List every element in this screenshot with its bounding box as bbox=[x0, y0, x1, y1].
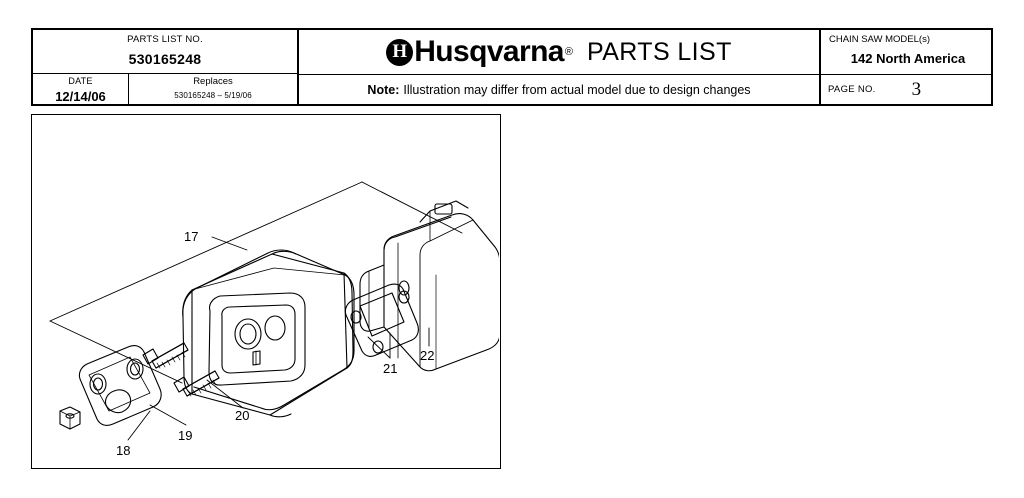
note-label: Note: bbox=[367, 82, 400, 97]
brand-name: Husqvarna bbox=[414, 35, 564, 68]
muffler-body bbox=[183, 250, 354, 417]
header-table bbox=[31, 28, 993, 106]
page-number-value: 3 bbox=[911, 78, 922, 100]
date-replaces-row bbox=[33, 74, 297, 104]
model-value: 142 North America bbox=[850, 51, 966, 66]
page-number-label: PAGE NO. bbox=[828, 84, 876, 95]
header-center-block bbox=[299, 30, 819, 104]
header-left-block bbox=[33, 30, 299, 104]
muffler-gasket bbox=[345, 284, 418, 356]
title-row bbox=[299, 30, 819, 75]
hex-nut bbox=[60, 407, 80, 429]
heat-shield bbox=[360, 201, 499, 371]
note-row bbox=[299, 75, 819, 104]
callout-21: 21 bbox=[383, 361, 398, 376]
model-label: CHAIN SAW MODEL(s) bbox=[829, 34, 930, 45]
husqvarna-crown-icon: H bbox=[386, 39, 413, 66]
model-cell bbox=[821, 30, 991, 75]
header-right-block bbox=[819, 30, 991, 104]
parts-list-no-label: PARTS LIST NO. bbox=[127, 34, 203, 45]
replaces-cell bbox=[129, 74, 297, 104]
replaces-label: Replaces bbox=[193, 76, 233, 87]
parts-list-no-value: 530165248 bbox=[128, 51, 202, 67]
date-label: DATE bbox=[68, 76, 93, 86]
date-value: 12/14/06 bbox=[55, 89, 106, 104]
parts-list-no-cell bbox=[33, 30, 297, 74]
date-cell bbox=[33, 74, 129, 104]
brand-logo bbox=[386, 37, 573, 67]
callout-19: 19 bbox=[178, 428, 193, 443]
callout-18: 18 bbox=[116, 443, 131, 458]
page-number-cell bbox=[821, 75, 991, 104]
callout-numbers bbox=[116, 229, 434, 458]
muffler-plate bbox=[79, 346, 161, 426]
registered-trademark-icon: ® bbox=[564, 46, 573, 58]
callout-20: 20 bbox=[235, 408, 250, 423]
replaces-value: 530165248 – 5/19/06 bbox=[174, 91, 252, 100]
exploded-view-illustration bbox=[31, 114, 501, 469]
callout-17: 17 bbox=[184, 229, 199, 244]
page-title: PARTS LIST bbox=[586, 38, 732, 66]
screws bbox=[143, 343, 219, 396]
note-text: Illustration may differ from actual model due to design changes bbox=[403, 82, 751, 97]
illustration-svg bbox=[32, 115, 499, 467]
callout-22: 22 bbox=[420, 348, 435, 363]
